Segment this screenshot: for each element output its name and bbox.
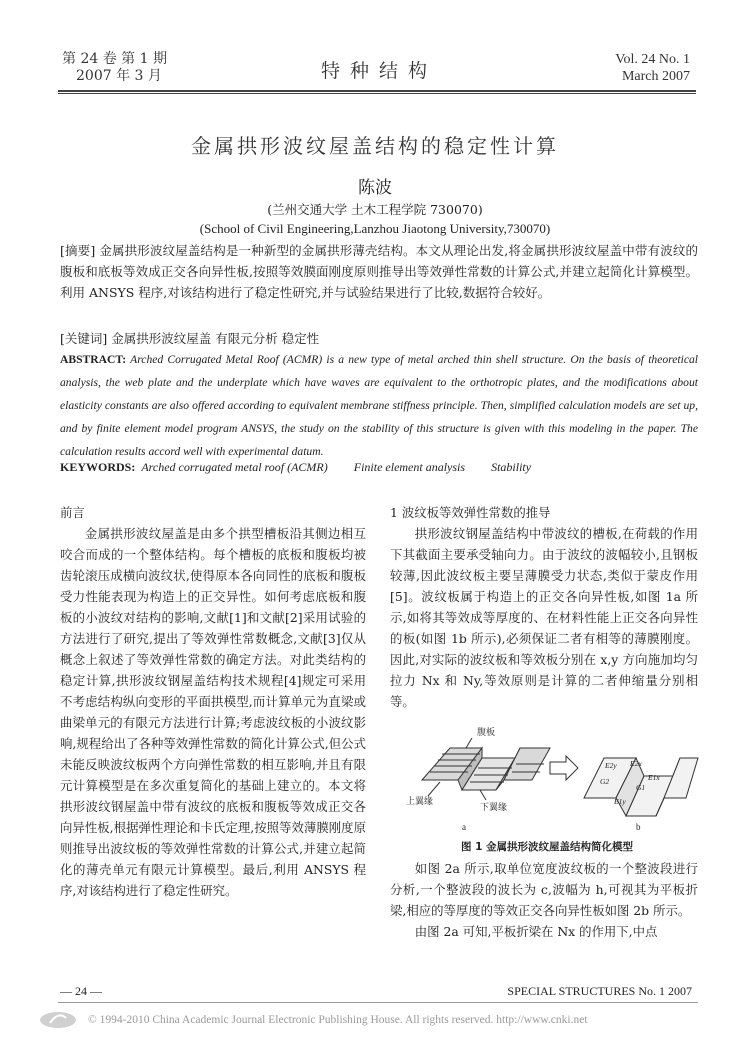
header-rule-thin xyxy=(58,93,696,94)
right-column-top xyxy=(390,502,698,712)
section-intro-heading: 前言 xyxy=(60,505,85,520)
page-number: — 24 — xyxy=(60,984,102,998)
figure-1-caption: 图 1 金属拱形波纹屋盖结构简化模型 xyxy=(460,841,634,853)
symbol-g1: G1 xyxy=(636,783,646,792)
symbol-e2y: E2y xyxy=(605,761,617,770)
header-volume-en: Vol. 24 No. 1 xyxy=(615,52,690,67)
section-1-paragraph-1: 拱形波纹钢屋盖结构中带波纹的槽板,在荷载的作用下其截面主要承受轴向力。由于波纹的波幅较小,且钢板较薄,因此波纹板主要呈薄膜受力状态,类似于蒙皮作用[5]。波纹板属于构造上的正交各向异性板,如图 1a 所示,如将其等效成等厚度的、在材料性能上正交各向异性的板(如图 1b 所示),必须保证二者有相等的薄膜刚度。因此,对实际的波纹板和等效板分别在 x,y 方向施加均匀拉力 Nx 和 Ny,等效原则是计算的二者伸缩量分别相等。 xyxy=(390,526,698,709)
header-rule-thick xyxy=(58,90,696,92)
label-lower-flange: 下翼缘 xyxy=(480,803,508,813)
symbol-e2x: E2x xyxy=(630,759,642,768)
label-upper-flange: 上翼缘 xyxy=(406,797,434,807)
keyword-3: Stability xyxy=(491,460,532,474)
label-sub-a: a xyxy=(462,822,466,832)
abstract-en-label: ABSTRACT: xyxy=(60,353,127,366)
left-column xyxy=(60,502,366,901)
symbol-g2: G2 xyxy=(600,777,610,786)
article-author: 陈波 xyxy=(358,178,392,198)
intro-paragraph: 金属拱形波纹屋盖是由多个拱型槽板沿其侧边相互咬合而成的一个整体结构。每个槽板的底板和腹板均被齿轮滚压成横向波纹状,使得原本各向同性的底板和腹板受力性能表现为构造上的正交异性。如何考虑底板和腹板的小波纹对结构的影响,文献[1]和文献[2]采用试验的方法进行了研究,提出了等效弹性常数概念,文献[3]仅从概念上叙述了等效弹性常数的确定方法。对此类结构的稳定计算,拱形波纹钢屋盖结构技术规程[4]规定可采用不考虑结构纵向变形的平面拱模型,而计算单元为直梁或曲梁单元的有限元方法进行计算;考虑波纹板的小波纹影响,规程给出了各种等效弹性常数的简化计算公式,但公式未能反映波纹板两个方向弹性常数的相互影响,并且有限元计算模型是在多次重复简化的基础上建立的。本文将拱形波纹钢屋盖中带有波纹的底板和腹板等效成正交各向异性板,根据弹性理论和卡氏定理,按照等效薄膜刚度原则推导出波纹板的等效弹性常数的计算公式,并建立起简化的薄壳单元有限元计算模型。最后,利用 ANSYS 程序,对该结构进行了稳定性研究。 xyxy=(60,526,366,898)
header-journal-name: 特 种 结 构 xyxy=(320,60,430,82)
abstract-cn: [摘要] 金属拱形波纹屋盖结构是一种新型的金属拱形薄壳结构。本文从理论出发,将金属拱形波纹屋盖中带有波纹的腹板和底板等效成正交各向异性板,按照等效膜面刚度原则推导出等效弹性常数的计算公式,并建立起简化计算模型。利用 ANSYS 程序,对该结构进行了稳定性研究,并与试验结果进行了比较,数据符合较好。 xyxy=(60,243,698,300)
right-column-bottom xyxy=(390,858,698,942)
keywords-cn: [关键词] 金属拱形波纹屋盖 有限元分析 稳定性 xyxy=(60,331,320,346)
abstract-en xyxy=(60,348,698,463)
article-title: 金属拱形波纹屋盖结构的稳定性计算 xyxy=(191,134,559,158)
footer-rule xyxy=(58,1002,698,1003)
header-date-cn: 2007 年 3 月 xyxy=(76,68,162,84)
cnki-logo-icon xyxy=(38,1010,78,1030)
section-1-heading: 1 波纹板等效弹性常数的推导 xyxy=(390,505,551,520)
keywords-en-label: KEYWORDS: xyxy=(60,460,136,474)
abstract-en-text: Arched Corrugated Metal Roof (ACMR) is a new type of metal arched thin shell structure. On the basis of theoretical analysis, the web plate and the underplate which have waves are equivalent to the orthotropic plates, and the modifications about elasticity constants are also offered according to equivalent membrane stiffness principle. Then, simplified calculation models are set up, and by finite element model program ANSYS, the study on the stability of this structure is given with this modeling in the paper. The calculation results accord well with experimental datum. xyxy=(60,353,698,458)
transform-arrow-icon xyxy=(550,756,578,780)
affiliation-cn: (兰州交通大学 土木工程学院 730070) xyxy=(267,202,483,217)
keyword-1: Arched corrugated metal roof (ACMR) xyxy=(141,460,328,474)
symbol-e1x: E1x xyxy=(648,773,660,782)
label-sub-b: b xyxy=(636,822,641,832)
section-1-paragraph-2: 如图 2a 所示,取单位宽度波纹板的一个整波段进行分析,一个整波段的波长为 c,波幅为 h,可视其为平板折梁,相应的等厚度的等效正交各向异性板如图 2b 所示。 xyxy=(390,861,698,918)
figure-1a-corrugated-plate xyxy=(422,738,550,800)
affiliation-en: (School of Civil Engineering,Lanzhou Jiaotong University,730070) xyxy=(199,221,551,236)
label-web: 腹板 xyxy=(477,728,496,738)
symbol-e1y: E1y xyxy=(614,797,626,806)
header-date-en: March 2007 xyxy=(621,69,690,84)
copyright-notice: © 1994-2010 China Academic Journal Electronic Publishing House. All rights reserved. http://www.cnki.net xyxy=(88,1014,588,1026)
section-1-paragraph-3: 由图 2a 可知,平板折梁在 Nx 的作用下,中点 xyxy=(414,924,658,939)
keywords-en xyxy=(60,460,698,475)
keyword-2: Finite element analysis xyxy=(353,460,466,474)
header-volume-cn: 第 24 卷 第 1 期 xyxy=(62,51,167,67)
footer-journal: SPECIAL STRUCTURES No. 1 2007 xyxy=(507,984,692,998)
figure-1-diagram xyxy=(400,718,700,836)
